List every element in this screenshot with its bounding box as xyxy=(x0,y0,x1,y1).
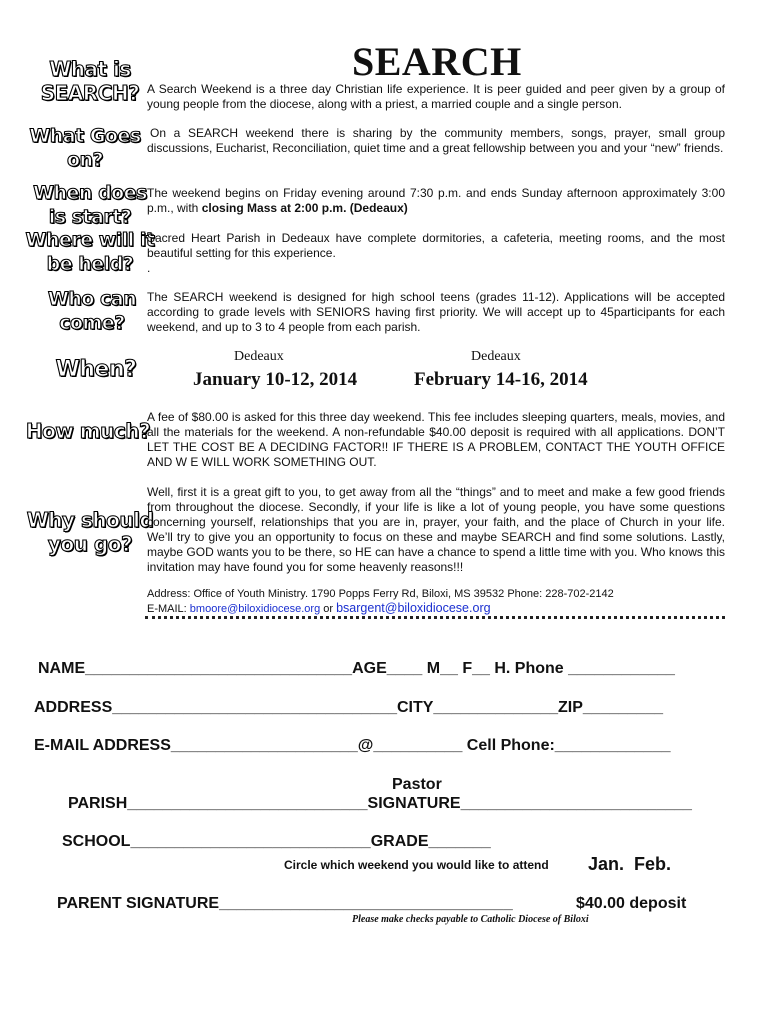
heading-line: Where will it xyxy=(25,229,155,251)
heading-line: you go? xyxy=(47,532,133,556)
heading-line: on? xyxy=(66,149,104,171)
cut-line-divider xyxy=(145,616,725,623)
where-held-text: Sacred Heart Parish in Dedeaux have complete dormitories, a cafeteria, meeting rooms, and the most beautiful setting for this experience. xyxy=(147,231,725,260)
form-line-parent-signature[interactable]: PARENT SIGNATURE_________________________________ xyxy=(57,895,513,912)
heading-line: When? xyxy=(55,357,137,382)
circle-weekend-note: Circle which weekend you would like to attend xyxy=(284,858,549,872)
closing-mass-text: closing Mass at 2:00 p.m. (Dedeaux) xyxy=(201,201,408,215)
weekend-choice-feb[interactable]: Feb. xyxy=(634,854,672,874)
form-line-parish[interactable]: PARISH___________________________SIGNATURE__________________________ xyxy=(68,795,692,812)
heading-line: How much? xyxy=(25,419,151,443)
email-link-2[interactable]: bsargent@biloxidiocese.org xyxy=(336,601,491,615)
paragraph-how-much: A fee of $80.00 is asked for this three day weekend. This fee includes sleeping quarters, meals, movies, and all the materials for the weekend. A non-refundable $40.00 deposit is required with all applications. DON’T LET THE COST BE A DECIDING FACTOR!! IF THERE IS A PROBLEM, CONTACT THE YOUTH OFFICE AND W E WILL WORK SOMETHING OUT. xyxy=(147,410,725,469)
form-line-address[interactable]: ADDRESS________________________________CITY______________ZIP_________ xyxy=(34,699,663,716)
weekend-2-date: February 14-16, 2014 xyxy=(414,369,588,390)
heading-line: is start? xyxy=(48,206,132,228)
weekend-choice-jan[interactable]: Jan. xyxy=(588,854,625,874)
heading-line: When does xyxy=(33,182,147,204)
heading-how-much xyxy=(18,419,158,443)
heading-line: What Goes xyxy=(29,125,141,147)
paragraph-where-held xyxy=(147,231,725,276)
email-or: or xyxy=(320,603,337,615)
weekend-1-date: January 10-12, 2014 xyxy=(193,369,358,390)
pastor-label: Pastor xyxy=(392,776,442,793)
heading-when xyxy=(26,358,166,382)
weekend-2-location: Dedeaux xyxy=(471,349,521,364)
heading-line: Who can xyxy=(47,288,137,310)
page-title: SEARCH xyxy=(352,39,522,84)
contact-email xyxy=(147,601,491,616)
paragraph-what-goes-on: On a SEARCH weekend there is sharing by the community members, songs, prayer, small group discussions, Eucharist, Reconciliation, quiet time and a great fellowship between you and your “new” friends. xyxy=(147,126,725,155)
heading-why-go xyxy=(20,508,160,556)
heading-line: come? xyxy=(59,312,125,334)
checks-payable-note: Please make checks payable to Catholic Diocese of Biloxi xyxy=(352,914,589,925)
form-line-name[interactable]: NAME______________________________AGE____ M__ F__ H. Phone ____________ xyxy=(38,660,675,677)
heading-line: What is xyxy=(49,57,131,81)
paragraph-who-come: The SEARCH weekend is designed for high school teens (grades 11-12). Applications will be accepted according to grade levels with SENIORS having first priority. We will accept up to 45participants for each weekend, and up to 3 to 4 people from each parish. xyxy=(147,290,725,334)
paragraph-when-start xyxy=(147,186,725,216)
heading-what-is xyxy=(20,57,160,105)
where-held-dot: . xyxy=(147,261,151,275)
paragraph-why-go: Well, first it is a great gift to you, to get away from all the “things” and to meet and make a few good friends from throughout the diocese. Secondly, if your life is like a lot of young people, you have some questions concerning yourself, relationships that you are in, prayer, your faith, and the place of Church in your life. We’ll try to give you an opportunity to focus on these and maybe SEARCH and find some solutions. Lastly, maybe GOD wants you to be there, so HE can have a chance to spend a little time with you. Who knows this invitation may have found you for some heavenly reasons!!! xyxy=(147,485,725,574)
weekend-1-location: Dedeaux xyxy=(234,349,284,364)
paragraph-what-is: A Search Weekend is a three day Christian life experience. It is peer guided and peer given by a group of young people from the diocese, along with a priest, a married couple and a single person. xyxy=(147,82,725,111)
heading-line: Why should xyxy=(26,508,154,532)
heading-when-start xyxy=(20,181,160,229)
heading-line: SEARCH? xyxy=(40,81,140,105)
email-label: E-MAIL: xyxy=(147,603,190,615)
heading-what-goes-on xyxy=(15,124,155,172)
when-start-text: The weekend begins on Friday evening around 7:30 p.m. and ends Sunday afternoon approximately 3:00 p.m., with xyxy=(147,186,725,215)
contact-address: Address: Office of Youth Ministry. 1790 Popps Ferry Rd, Biloxi, MS 39532 Phone: 228-702-2142 xyxy=(147,588,614,600)
heading-where-held xyxy=(20,228,160,276)
deposit-label: $40.00 deposit xyxy=(576,895,687,912)
email-link-1[interactable]: bmoore@biloxidiocese.org xyxy=(189,603,321,615)
heading-line: be held? xyxy=(46,253,134,275)
form-line-school[interactable]: SCHOOL___________________________GRADE_______ xyxy=(62,833,491,850)
form-line-email[interactable]: E-MAIL ADDRESS_____________________@__________ Cell Phone:_____________ xyxy=(34,737,671,754)
heading-who-come xyxy=(22,287,162,335)
